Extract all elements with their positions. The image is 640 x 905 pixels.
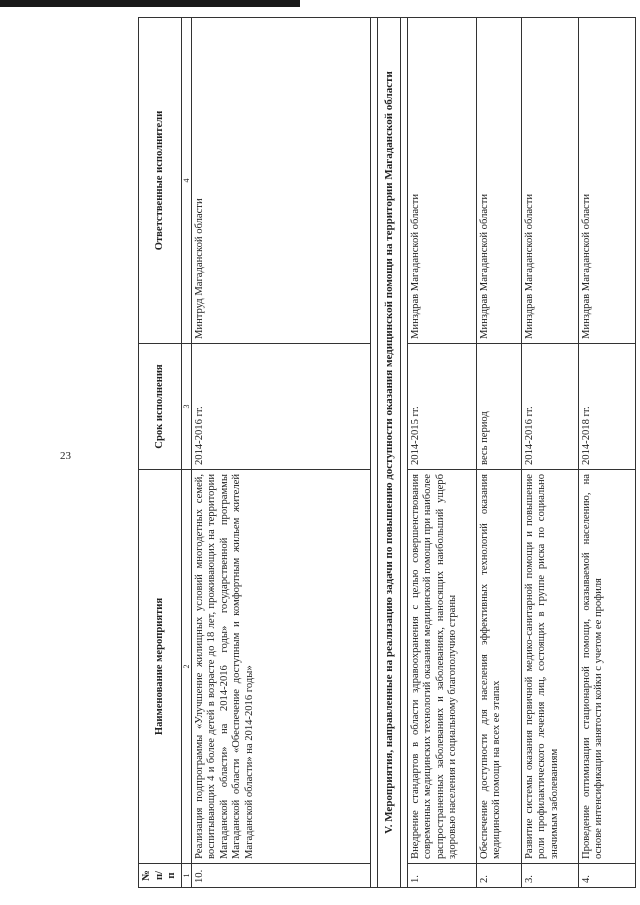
row-number: 3. [521, 864, 578, 888]
measure-name: Проведение оптимизации стационарной помощи, оказываемой населению, на основе интенсификации занятости койки с учетом ее профиля [578, 470, 635, 864]
top-scan-bar [0, 0, 300, 7]
measure-term: 2014-2016 гг. [191, 344, 370, 470]
section-row [377, 18, 400, 888]
measure-term: 2014-2016 гг. [521, 344, 578, 470]
header-name: Наименование мероприятия [139, 470, 182, 864]
measure-name: Обеспечение доступности для населения эффективных технологий оказания медицинской помощи на всех ее этапах [476, 470, 521, 864]
measure-responsible: Минздрав Магаданской области [521, 18, 578, 344]
table-row [578, 18, 635, 888]
rotated-table-container [138, 18, 638, 888]
measure-responsible: Минтруд Магаданской области [191, 18, 370, 344]
spacer-row [400, 18, 407, 888]
table-row [407, 18, 476, 888]
page-number: 23 [60, 450, 71, 462]
spacer-row [370, 18, 377, 888]
measure-term: 2014-2018 гг. [578, 344, 635, 470]
measure-name: Развитие системы оказания первичной медико-санитарной помощи и повышение роли профилактического лечения лиц, состоящих в группе риска по социально значимым заболеваниям [521, 470, 578, 864]
row-number: 4. [578, 864, 635, 888]
column-number: 3 [181, 344, 191, 470]
measure-responsible: Минздрав Магаданской области [578, 18, 635, 344]
column-number: 1 [181, 864, 191, 888]
table-row [476, 18, 521, 888]
measure-name: Внедрение стандартов в области здравоохранения с целью совершенствования современных медицинских технологий оказания медицинской помощи при наиболее распространенных заболеваниях и заболеваниях, наносящих наибольший ущерб здоровью населения и социальному благополучию страны [407, 470, 476, 864]
table-row [191, 18, 370, 888]
measure-responsible: Минздрав Магаданской области [407, 18, 476, 344]
column-number-row [181, 18, 191, 888]
measure-responsible: Минздрав Магаданской области [476, 18, 521, 344]
measures-table [138, 17, 636, 888]
header-term: Срок исполнения [139, 344, 182, 470]
table-row [521, 18, 578, 888]
row-number: 10. [191, 864, 370, 888]
header-row [139, 18, 182, 888]
measure-term: весь период [476, 344, 521, 470]
row-number: 2. [476, 864, 521, 888]
section-title: V. Мероприятия, направленные на реализацию задачи по повышению доступности оказания медицинской помощи на территории Магаданской области [377, 18, 400, 888]
header-no: № п/п [139, 864, 182, 888]
measure-term: 2014-2015 гг. [407, 344, 476, 470]
column-number: 2 [181, 470, 191, 864]
header-responsible: Ответственные исполнители [139, 18, 182, 344]
column-number: 4 [181, 18, 191, 344]
row-number: 1. [407, 864, 476, 888]
measure-name: Реализация подпрограммы «Улучшение жилищных условий многодетных семей, воспитывающих 4 и более детей в возрасте до 18 лет, проживающих на территории Магаданской области» на 2014-2016 годы» государственной программы Магаданской области «Обеспечение доступным и комфортным жильем жителей Магаданской области» на 2014-2016 годы» [191, 470, 370, 864]
